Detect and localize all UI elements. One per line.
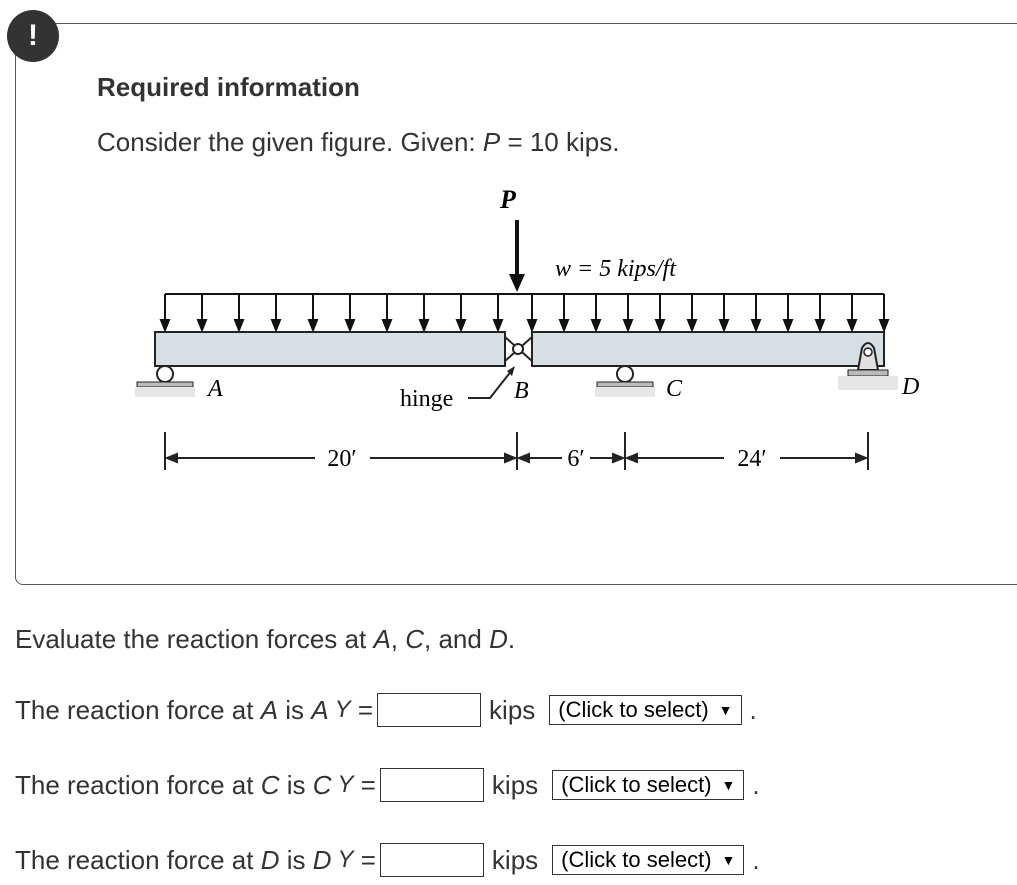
- dropdown-arrow-icon: ▼: [721, 777, 736, 793]
- hinge-label: hinge: [400, 386, 454, 412]
- alert-icon: !: [7, 10, 59, 62]
- question-text: Evaluate the reaction forces at A, C, and D.: [15, 624, 516, 654]
- beam-right: [532, 332, 884, 366]
- label-c: C: [666, 376, 683, 402]
- label-a: A: [208, 376, 223, 402]
- unit-label: kips: [491, 844, 539, 875]
- direction-select-d[interactable]: (Click to select) ▼: [552, 845, 744, 875]
- distributed-load-arrows: [161, 294, 888, 330]
- given-text: Consider the given figure. Given: P = 10 kips.: [97, 127, 620, 157]
- dist-load-label: w = 5 kips/ft: [555, 256, 676, 282]
- unit-label: kips: [489, 694, 536, 725]
- answer-input-a[interactable]: [377, 693, 481, 727]
- direction-select-a[interactable]: (Click to select) ▼: [549, 695, 741, 725]
- section-title: Required information: [97, 72, 360, 102]
- dropdown-arrow-icon: ▼: [718, 702, 733, 718]
- label-d: D: [902, 374, 920, 400]
- answer-input-c[interactable]: [380, 768, 484, 802]
- load-p-label: P: [500, 185, 516, 214]
- dim-cd: 24′: [737, 446, 767, 472]
- dim-ab: 20′: [327, 446, 357, 472]
- dim-bc: 6′: [567, 446, 585, 472]
- hinge-icon: [505, 337, 532, 361]
- answer-row-d: The reaction force at D is D Y = kips (Click to select) ▼ .: [15, 840, 760, 880]
- label-b: B: [514, 378, 529, 404]
- answer-row-c: The reaction force at C is C Y = kips (Click to select) ▼ .: [15, 765, 760, 805]
- answer-row-a: The reaction force at A is A Y = kips (Click to select) ▼ .: [15, 690, 757, 730]
- answer-input-d[interactable]: [380, 843, 484, 877]
- beam-figure: [130, 180, 930, 480]
- dropdown-arrow-icon: ▼: [721, 852, 736, 868]
- direction-select-c[interactable]: (Click to select) ▼: [552, 770, 744, 800]
- roller-support-a-icon: [135, 366, 195, 397]
- unit-label: kips: [491, 769, 539, 800]
- beam-left: [155, 332, 505, 366]
- roller-support-c-icon: [595, 366, 655, 397]
